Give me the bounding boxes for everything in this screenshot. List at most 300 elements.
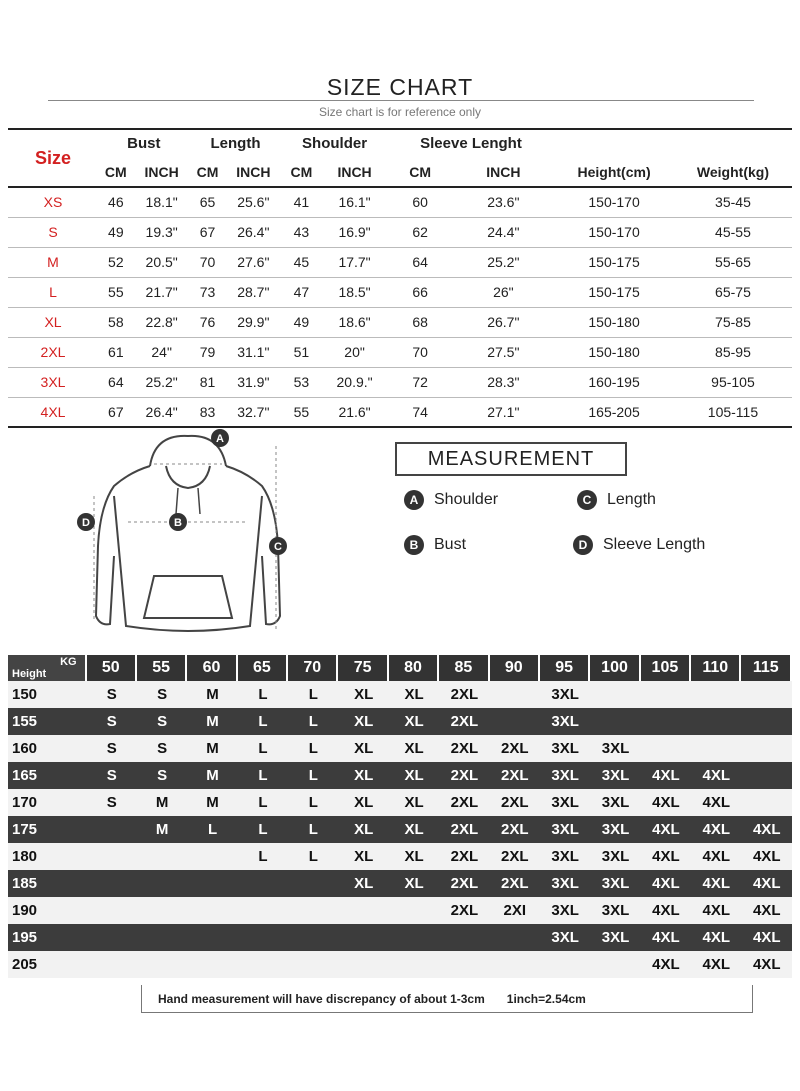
- size-chart-table: [8, 128, 792, 428]
- height-cell: 160: [8, 735, 87, 762]
- unit-inch: INCH: [144, 163, 179, 180]
- size-column-header: Size: [34, 147, 72, 168]
- circle-b-icon: B: [404, 535, 424, 555]
- size-cell: 35-45: [715, 194, 751, 211]
- grid-size-cell: [490, 951, 540, 978]
- size-cell: 19.3": [145, 224, 178, 240]
- grid-size-cell: [741, 762, 792, 789]
- weight-header-cell: 65: [238, 655, 288, 681]
- grid-size-cell: [238, 897, 288, 924]
- weight-header-row: [8, 655, 792, 681]
- grid-size-cell: S: [137, 735, 187, 762]
- size-cell: 46: [108, 194, 124, 211]
- grid-size-cell: [137, 897, 187, 924]
- grid-size-cell: 4XL: [641, 870, 691, 897]
- grid-size-cell: [540, 951, 590, 978]
- size-cell: 21.6": [338, 403, 371, 420]
- grid-size-cell: S: [87, 735, 137, 762]
- size-cell: 74: [412, 403, 428, 420]
- grid-size-cell: XL: [338, 708, 388, 735]
- grid-size-cell: S: [87, 762, 137, 789]
- grid-size-cell: 2XL: [439, 789, 489, 816]
- grid-size-cell: [187, 897, 237, 924]
- group-length: Length: [210, 135, 261, 152]
- grid-size-cell: [590, 681, 640, 708]
- grid-size-cell: 4XL: [741, 897, 792, 924]
- weight-header-cell: 85: [439, 655, 489, 681]
- height-cell: 185: [8, 870, 87, 897]
- grid-size-cell: [389, 897, 439, 924]
- grid-size-cell: 3XL: [540, 843, 590, 870]
- grid-size-cell: S: [87, 789, 137, 816]
- circle-a-icon: A: [404, 490, 424, 510]
- grid-size-cell: [490, 708, 540, 735]
- size-cell: 25.2": [487, 254, 520, 270]
- size-row: [8, 217, 792, 247]
- size-cell: 70: [412, 344, 428, 360]
- grid-size-cell: [641, 681, 691, 708]
- grid-size-cell: [389, 951, 439, 978]
- unit-cm: CM: [104, 163, 127, 180]
- legend-item-bust: [404, 535, 466, 555]
- size-cell: 28.7": [237, 284, 270, 300]
- grid-size-cell: L: [238, 681, 288, 708]
- size-table-unit-header: [8, 157, 792, 187]
- size-cell: 79: [199, 344, 216, 360]
- page-title: SIZE CHART: [326, 74, 474, 100]
- unit-inch: INCH: [337, 163, 372, 180]
- grid-size-cell: M: [137, 816, 187, 843]
- size-cell: 53: [293, 374, 310, 390]
- grid-size-cell: XL: [338, 681, 388, 708]
- size-row: [8, 397, 792, 427]
- grid-size-cell: 2XL: [490, 870, 540, 897]
- grid-size-cell: L: [238, 843, 288, 870]
- grid-size-cell: 3XL: [590, 789, 640, 816]
- size-cell: 70: [199, 254, 216, 270]
- grid-size-cell: 4XL: [691, 924, 741, 951]
- size-table-group-header: [8, 129, 792, 157]
- height-header: Height(cm): [577, 163, 651, 180]
- size-cell: 67: [199, 224, 216, 240]
- grid-size-cell: 3XL: [590, 897, 640, 924]
- grid-size-cell: L: [288, 843, 338, 870]
- grid-size-cell: [87, 816, 137, 843]
- grid-size-cell: L: [288, 816, 338, 843]
- grid-size-cell: XL: [389, 843, 439, 870]
- grid-row: [8, 762, 792, 789]
- size-cell: 29.9": [237, 314, 270, 330]
- unit-cm: CM: [196, 163, 219, 180]
- size-cell: 26.4": [237, 224, 270, 240]
- grid-size-cell: XL: [389, 816, 439, 843]
- grid-row: [8, 735, 792, 762]
- group-bust: Bust: [127, 135, 161, 152]
- grid-size-cell: 2XL: [439, 870, 489, 897]
- size-cell: 31.1": [237, 344, 270, 360]
- grid-size-cell: M: [187, 789, 237, 816]
- grid-row: [8, 897, 792, 924]
- weight-header-cell: 75: [338, 655, 388, 681]
- size-cell: 18.5": [338, 284, 371, 300]
- grid-size-cell: XL: [389, 708, 439, 735]
- grid-size-cell: 4XL: [691, 762, 741, 789]
- size-cell: 26.4": [145, 403, 178, 420]
- grid-size-cell: XL: [338, 816, 388, 843]
- grid-size-cell: XL: [389, 870, 439, 897]
- grid-size-cell: 3XL: [540, 735, 590, 762]
- grid-size-cell: 3XL: [540, 708, 590, 735]
- size-cell: 51: [293, 344, 310, 360]
- legend-label: Shoulder: [434, 491, 499, 508]
- height-cell: 170: [8, 789, 87, 816]
- size-cell: 28.3": [487, 374, 520, 390]
- grid-size-cell: [338, 951, 388, 978]
- size-cell: 55: [293, 403, 310, 420]
- grid-size-cell: [691, 735, 741, 762]
- size-cell: 27.5": [487, 344, 520, 360]
- grid-size-cell: [238, 870, 288, 897]
- size-name: XL: [44, 314, 62, 330]
- grid-size-cell: [389, 924, 439, 951]
- size-row: [8, 367, 792, 397]
- grid-size-cell: 3XL: [590, 762, 640, 789]
- size-cell: 150-175: [588, 254, 640, 270]
- grid-size-cell: 2XL: [439, 816, 489, 843]
- size-cell: 45: [293, 254, 310, 270]
- weight-header-cell: 80: [389, 655, 439, 681]
- grid-size-cell: XL: [389, 735, 439, 762]
- legend-label: Bust: [434, 536, 467, 553]
- grid-size-cell: 4XL: [641, 951, 691, 978]
- size-cell: 55-65: [715, 254, 751, 270]
- grid-size-cell: XL: [389, 681, 439, 708]
- grid-size-cell: 4XL: [741, 951, 792, 978]
- height-cell: 190: [8, 897, 87, 924]
- group-sleeve: Sleeve Lenght: [420, 135, 522, 152]
- grid-row: [8, 708, 792, 735]
- grid-size-cell: S: [137, 708, 187, 735]
- size-cell: 150-170: [588, 224, 640, 240]
- size-cell: 25.6": [237, 194, 270, 211]
- grid-size-cell: [137, 924, 187, 951]
- mark-c: C: [274, 541, 282, 553]
- grid-size-cell: L: [288, 762, 338, 789]
- size-name: 3XL: [40, 374, 66, 390]
- grid-size-cell: [338, 897, 388, 924]
- grid-size-cell: [187, 870, 237, 897]
- grid-size-cell: 3XL: [540, 681, 590, 708]
- grid-size-cell: [338, 924, 388, 951]
- grid-size-cell: XL: [338, 870, 388, 897]
- grid-size-cell: [288, 870, 338, 897]
- size-cell: 150-180: [588, 344, 640, 360]
- size-cell: 20.5": [145, 254, 178, 270]
- grid-size-cell: 2XL: [439, 681, 489, 708]
- weight-header-cell: 110: [691, 655, 741, 681]
- grid-size-cell: [238, 924, 288, 951]
- size-cell: 21.7": [145, 284, 178, 300]
- size-cell: 25.2": [145, 374, 178, 390]
- size-cell: 64: [412, 254, 428, 270]
- size-cell: 41: [293, 194, 310, 211]
- size-cell: 66: [412, 284, 428, 300]
- unit-cm: CM: [290, 163, 313, 180]
- height-cell: 180: [8, 843, 87, 870]
- size-cell: 26.7": [487, 314, 520, 330]
- grid-size-cell: S: [87, 708, 137, 735]
- grid-size-cell: 3XL: [540, 789, 590, 816]
- grid-size-cell: [641, 708, 691, 735]
- grid-size-cell: M: [187, 681, 237, 708]
- size-cell: 75-85: [715, 314, 751, 330]
- grid-size-cell: 2XL: [439, 843, 489, 870]
- hoodie-diagram: [70, 426, 310, 646]
- grid-size-cell: 4XL: [691, 816, 741, 843]
- grid-size-cell: 2XL: [439, 708, 489, 735]
- grid-size-cell: 2XL: [490, 843, 540, 870]
- legend-label: Length: [607, 491, 656, 508]
- size-cell: 16.9": [338, 224, 371, 240]
- grid-size-cell: 4XL: [691, 951, 741, 978]
- size-cell: 20": [344, 344, 365, 360]
- mark-d: D: [82, 517, 90, 529]
- size-cell: 165-205: [588, 403, 640, 420]
- size-name: XS: [43, 194, 63, 211]
- size-cell: 95-105: [711, 374, 755, 390]
- size-cell: 64: [108, 374, 124, 390]
- grid-size-cell: 4XL: [741, 843, 792, 870]
- size-cell: 18.6": [338, 314, 371, 330]
- size-cell: 16.1": [338, 194, 371, 211]
- grid-row: [8, 681, 792, 708]
- grid-row: [8, 924, 792, 951]
- weight-header-cell: 90: [490, 655, 540, 681]
- legend-item-shoulder: [404, 490, 498, 510]
- size-cell: 62: [412, 224, 428, 240]
- circle-d-icon: D: [573, 535, 593, 555]
- grid-size-cell: 2XL: [439, 897, 489, 924]
- grid-size-cell: [590, 708, 640, 735]
- grid-size-cell: [691, 681, 741, 708]
- grid-size-cell: XL: [389, 789, 439, 816]
- weight-header: Weight(kg): [696, 163, 769, 180]
- grid-size-cell: 3XL: [590, 843, 640, 870]
- grid-size-cell: [288, 951, 338, 978]
- grid-size-cell: [137, 870, 187, 897]
- size-cell: 67: [108, 403, 124, 420]
- grid-size-cell: [741, 708, 792, 735]
- weight-header-cell: 95: [540, 655, 590, 681]
- grid-size-cell: [641, 735, 691, 762]
- grid-row: [8, 951, 792, 978]
- size-cell: 65-75: [715, 284, 751, 300]
- grid-size-cell: [87, 924, 137, 951]
- size-cell: 43: [293, 224, 310, 240]
- size-cell: 150-175: [588, 284, 640, 300]
- grid-size-cell: 3XL: [540, 870, 590, 897]
- height-cell: 165: [8, 762, 87, 789]
- grid-size-cell: [187, 924, 237, 951]
- weight-header-cell: 100: [590, 655, 640, 681]
- size-cell: 23.6": [487, 194, 520, 211]
- grid-size-cell: [87, 870, 137, 897]
- grid-size-cell: S: [87, 681, 137, 708]
- height-cell: 175: [8, 816, 87, 843]
- size-cell: 150-170: [588, 194, 640, 211]
- weight-header-cell: 55: [137, 655, 187, 681]
- weight-height-grid: [8, 655, 792, 978]
- grid-size-cell: [490, 924, 540, 951]
- grid-size-cell: 3XL: [590, 735, 640, 762]
- grid-size-cell: [137, 843, 187, 870]
- grid-size-cell: 4XL: [691, 870, 741, 897]
- grid-size-cell: 2XL: [490, 735, 540, 762]
- grid-size-cell: L: [238, 735, 288, 762]
- size-cell: 47: [293, 284, 310, 300]
- size-cell: 83: [199, 403, 216, 420]
- grid-size-cell: L: [288, 681, 338, 708]
- grid-size-cell: [741, 789, 792, 816]
- size-name: L: [49, 284, 57, 300]
- grid-size-cell: [187, 951, 237, 978]
- size-cell: 26": [493, 284, 514, 300]
- grid-size-cell: 3XL: [540, 816, 590, 843]
- grid-size-cell: 4XL: [741, 924, 792, 951]
- grid-size-cell: 3XL: [590, 870, 640, 897]
- grid-size-cell: 4XL: [641, 816, 691, 843]
- grid-size-cell: M: [137, 789, 187, 816]
- grid-size-cell: 2XL: [490, 762, 540, 789]
- size-cell: 24.4": [487, 224, 520, 240]
- size-cell: 76: [199, 314, 216, 330]
- group-shoulder: Shoulder: [302, 135, 368, 152]
- grid-size-cell: M: [187, 708, 237, 735]
- grid-size-cell: 4XL: [641, 897, 691, 924]
- unit-cm: CM: [409, 163, 431, 180]
- size-cell: 17.7": [338, 254, 371, 270]
- grid-size-cell: L: [238, 816, 288, 843]
- unit-inch: INCH: [236, 163, 271, 180]
- grid-size-cell: 4XL: [691, 897, 741, 924]
- size-cell: 60: [412, 194, 428, 211]
- title-divider: [48, 100, 754, 101]
- size-row: [8, 277, 792, 307]
- size-cell: 20.9.": [336, 374, 373, 390]
- grid-size-cell: [288, 897, 338, 924]
- grid-size-cell: [590, 951, 640, 978]
- grid-size-cell: M: [187, 735, 237, 762]
- grid-size-cell: [439, 924, 489, 951]
- page-subtitle: Size chart is for reference only: [318, 105, 482, 119]
- grid-size-cell: [490, 681, 540, 708]
- measurement-title: MEASUREMENT: [395, 442, 627, 476]
- size-row: [8, 307, 792, 337]
- unit-inch: INCH: [486, 163, 521, 180]
- grid-row: [8, 816, 792, 843]
- grid-size-cell: [87, 951, 137, 978]
- size-cell: 27.1": [487, 403, 520, 420]
- grid-size-cell: L: [187, 816, 237, 843]
- size-cell: 61: [108, 344, 124, 360]
- legend-label: Sleeve Length: [603, 536, 706, 553]
- mark-b: B: [174, 517, 182, 529]
- grid-size-cell: 4XL: [641, 843, 691, 870]
- discrepancy-note: Hand measurement will have discrepancy of about 1-3cm: [158, 991, 485, 1006]
- grid-size-cell: 2XL: [490, 816, 540, 843]
- size-cell: 65: [199, 194, 216, 211]
- grid-size-cell: XL: [338, 762, 388, 789]
- weight-header-cell: 70: [288, 655, 338, 681]
- size-cell: 150-180: [588, 314, 640, 330]
- grid-size-cell: 4XL: [641, 789, 691, 816]
- grid-size-cell: S: [137, 681, 187, 708]
- grid-size-cell: 4XL: [691, 843, 741, 870]
- size-name: M: [47, 254, 59, 270]
- grid-size-cell: XL: [338, 735, 388, 762]
- circle-c-icon: C: [577, 490, 597, 510]
- grid-size-cell: 3XL: [590, 816, 640, 843]
- grid-size-cell: 2XL: [439, 735, 489, 762]
- legend-item-length: [577, 490, 656, 510]
- size-cell: 18.1": [145, 194, 178, 211]
- size-name: S: [48, 224, 58, 240]
- size-cell: 31.9": [237, 374, 270, 390]
- grid-row: [8, 789, 792, 816]
- grid-size-cell: 4XL: [741, 816, 792, 843]
- size-cell: 85-95: [715, 344, 751, 360]
- size-row: [8, 337, 792, 367]
- height-cell: 195: [8, 924, 87, 951]
- size-cell: 49: [108, 224, 124, 240]
- size-name: 2XL: [40, 344, 66, 360]
- grid-size-cell: L: [288, 789, 338, 816]
- grid-size-cell: [439, 951, 489, 978]
- height-cell: 205: [8, 951, 87, 978]
- grid-size-cell: S: [137, 762, 187, 789]
- footer-note: [141, 985, 753, 1013]
- grid-size-cell: XL: [389, 762, 439, 789]
- grid-size-cell: L: [288, 708, 338, 735]
- size-cell: 27.6": [237, 254, 270, 270]
- size-cell: 105-115: [707, 403, 759, 420]
- size-cell: 55: [108, 284, 124, 300]
- grid-size-cell: 3XL: [590, 924, 640, 951]
- size-cell: 49: [293, 314, 310, 330]
- size-cell: 52: [108, 254, 124, 270]
- grid-size-cell: XL: [338, 789, 388, 816]
- size-cell: 22.8": [145, 314, 178, 330]
- grid-size-cell: 4XL: [691, 789, 741, 816]
- grid-size-cell: 4XL: [641, 924, 691, 951]
- size-cell: 81: [199, 374, 216, 390]
- grid-size-cell: [741, 735, 792, 762]
- grid-size-cell: 4XL: [641, 762, 691, 789]
- mark-a: A: [216, 433, 224, 445]
- weight-header-cell: 60: [187, 655, 237, 681]
- grid-row: [8, 870, 792, 897]
- grid-size-cell: [288, 924, 338, 951]
- grid-size-cell: 3XL: [540, 897, 590, 924]
- grid-size-cell: M: [187, 762, 237, 789]
- height-cell: 150: [8, 681, 87, 708]
- size-cell: 72: [412, 374, 428, 390]
- size-row: [8, 247, 792, 277]
- grid-size-cell: [741, 681, 792, 708]
- size-cell: 160-195: [588, 374, 640, 390]
- size-cell: 58: [108, 314, 124, 330]
- grid-size-cell: 2XI: [490, 897, 540, 924]
